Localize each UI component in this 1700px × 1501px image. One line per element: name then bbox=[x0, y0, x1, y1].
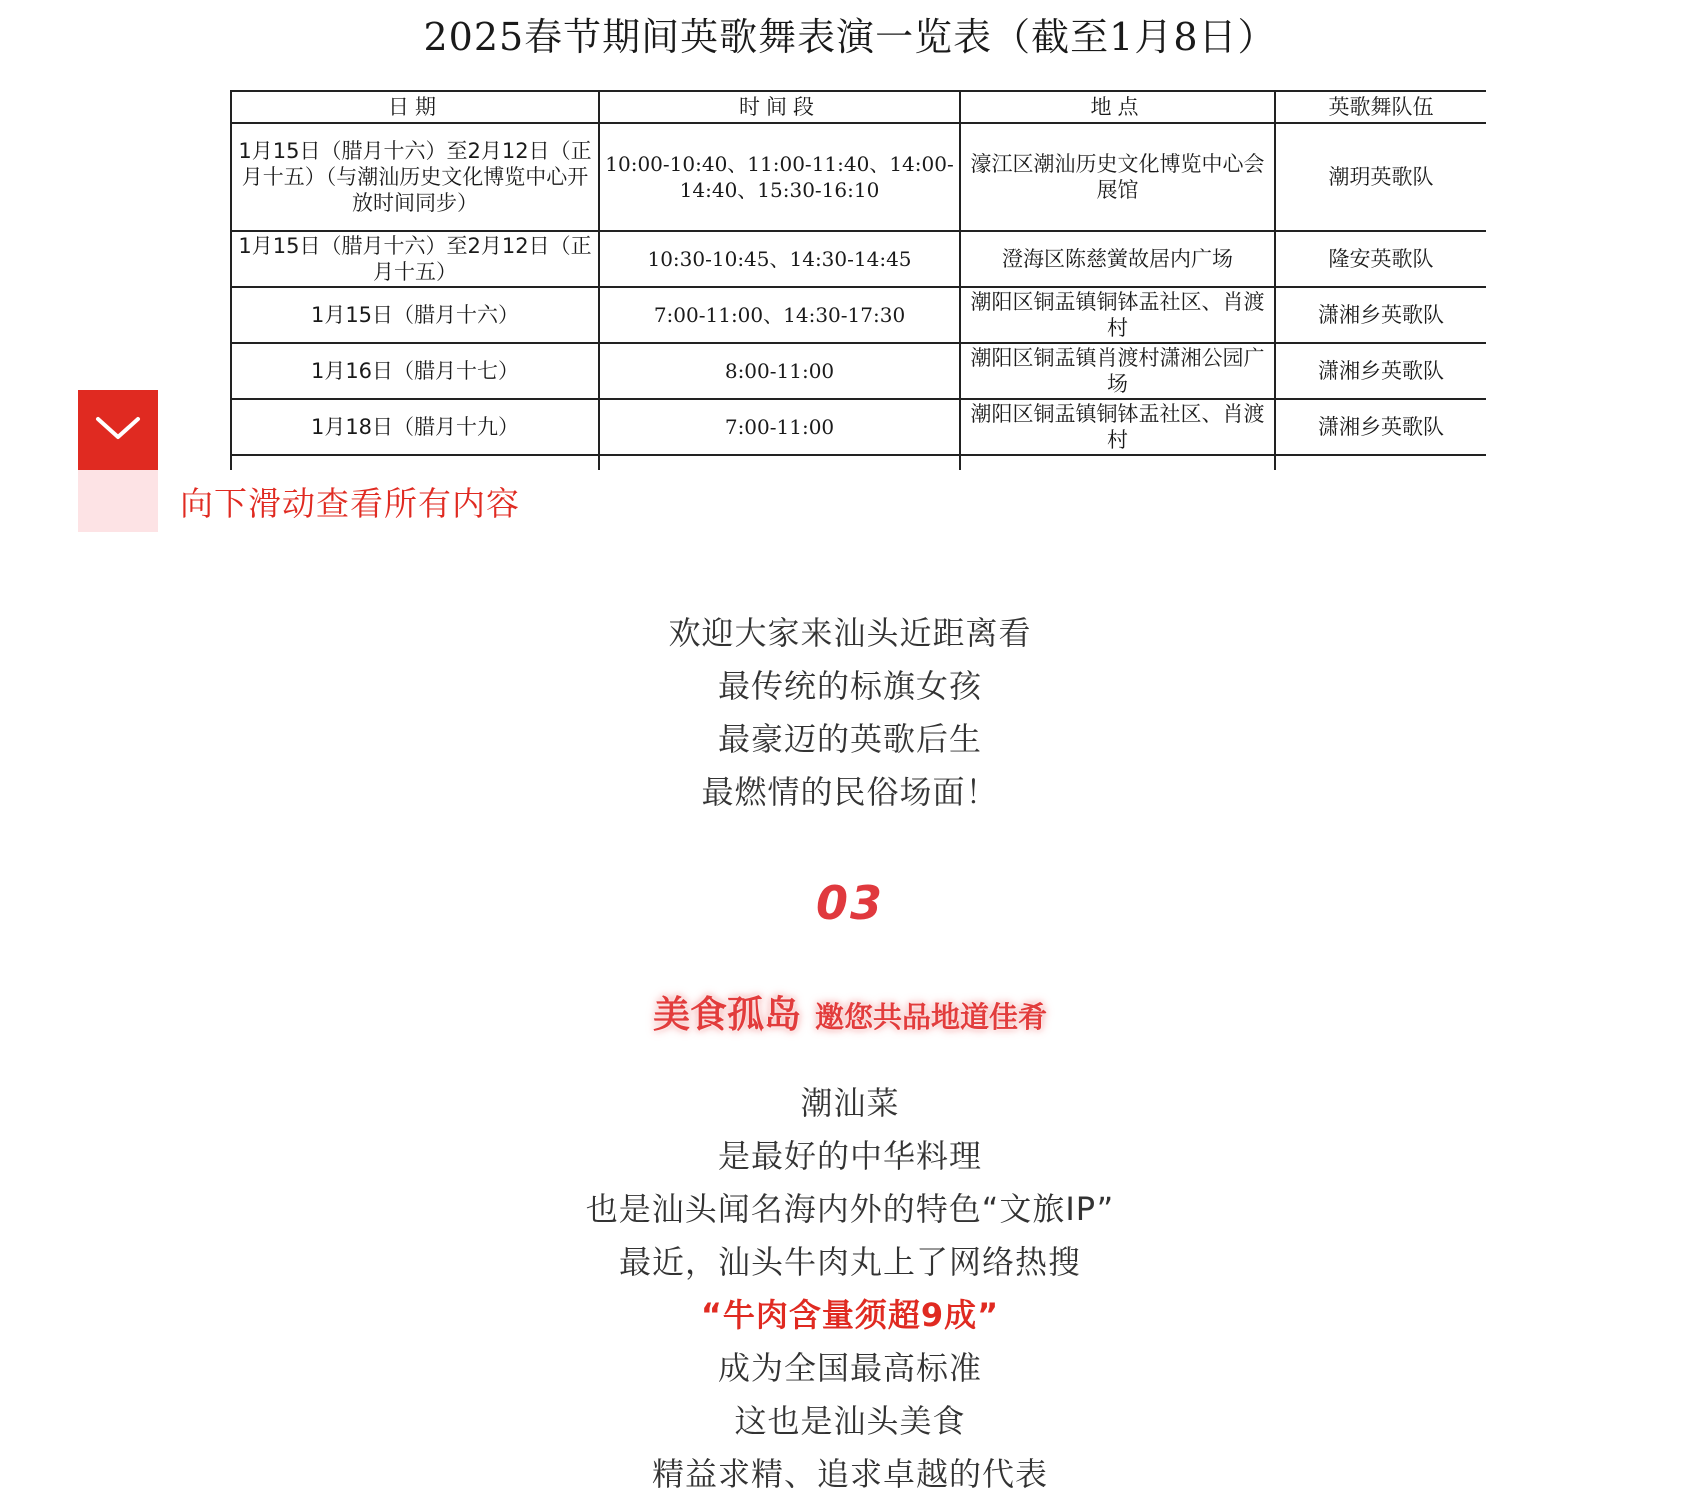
food-line: 成为全国最高标准 bbox=[717, 1349, 982, 1387]
cell-time: 7:00-11:00、14:30-17:30 bbox=[599, 287, 960, 343]
table-row bbox=[231, 231, 1486, 287]
section-title-sub: 邀您共品地道佳肴 bbox=[814, 1000, 1047, 1034]
food-line: 是最好的中华料理 bbox=[717, 1137, 982, 1175]
food-line: 潮汕菜 bbox=[800, 1084, 900, 1122]
cell-date: 1月15日（腊月十六）至2月12日（正月十五） bbox=[231, 231, 599, 287]
cell-time: 7:00-11:00 bbox=[599, 399, 960, 455]
cell-place: 潮阳区铜盂镇肖渡村潇湘公园广场 bbox=[960, 343, 1275, 399]
section-title bbox=[0, 984, 1700, 1038]
scroll-hint-backdrop bbox=[78, 470, 158, 532]
scroll-hint-text: 向下滑动查看所有内容 bbox=[180, 484, 520, 523]
food-line: 也是汕头闻名海内外的特色“文旅IP” bbox=[585, 1190, 1115, 1228]
schedule-title: 2025春节期间英歌舞表演一览表（截至1月8日） bbox=[423, 15, 1277, 59]
table-row-partial bbox=[231, 455, 1486, 470]
cell-team: 隆安英歌队 bbox=[1275, 231, 1486, 287]
table-row bbox=[231, 399, 1486, 455]
cell-date: 1月16日（腊月十七） bbox=[231, 343, 599, 399]
table-row bbox=[231, 343, 1486, 399]
intro-line: 最燃情的民俗场面！ bbox=[701, 773, 999, 811]
cell-time: 8:00-11:00 bbox=[599, 343, 960, 399]
food-line: 最近，汕头牛肉丸上了网络热搜 bbox=[618, 1243, 1081, 1281]
cell-date: 1月15日（腊月十六） bbox=[231, 287, 599, 343]
schedule-table-viewport[interactable] bbox=[230, 90, 1486, 470]
cell-date: 1月18日（腊月十九） bbox=[231, 399, 599, 455]
section-title-main: 美食孤岛 bbox=[652, 993, 801, 1036]
header-time: 时间段 bbox=[599, 91, 960, 123]
cell-team: 潇湘乡英歌队 bbox=[1275, 399, 1486, 455]
cell-place: 澄海区陈慈黉故居内广场 bbox=[960, 231, 1275, 287]
cell-time: 10:00-10:40、11:00-11:40、14:00-14:40、15:30-16:10 bbox=[599, 123, 960, 231]
cell-cut-off bbox=[599, 455, 960, 470]
food-paragraph bbox=[0, 1077, 1700, 1501]
intro-line: 欢迎大家来汕头近距离看 bbox=[668, 614, 1032, 652]
food-highlight-line: “牛肉含量须超9成” bbox=[700, 1296, 1000, 1334]
cell-date: 1月15日（腊月十六）至2月12日（正月十五）（与潮汕历史文化博览中心开放时间同步） bbox=[231, 123, 599, 231]
schedule-table bbox=[230, 90, 1486, 470]
cell-time: 10:30-10:45、14:30-14:45 bbox=[599, 231, 960, 287]
section-number: 03 bbox=[815, 876, 884, 930]
chevron-down-icon bbox=[94, 413, 142, 447]
cell-team: 潇湘乡英歌队 bbox=[1275, 343, 1486, 399]
cell-place: 潮阳区铜盂镇铜钵盂社区、肖渡村 bbox=[960, 399, 1275, 455]
table-row bbox=[231, 123, 1486, 231]
cell-cut-off bbox=[1275, 455, 1486, 470]
intro-line: 最豪迈的英歌后生 bbox=[717, 720, 982, 758]
intro-paragraph bbox=[0, 607, 1700, 819]
scroll-down-button[interactable] bbox=[78, 390, 158, 470]
food-line: 精益求精、追求卓越的代表 bbox=[651, 1455, 1048, 1493]
food-line: 这也是汕头美食 bbox=[734, 1402, 966, 1440]
table-row bbox=[231, 287, 1486, 343]
cell-team: 潇湘乡英歌队 bbox=[1275, 287, 1486, 343]
cell-cut-off bbox=[231, 455, 599, 470]
table-header-row bbox=[231, 91, 1486, 123]
header-date: 日期 bbox=[231, 91, 599, 123]
header-team: 英歌舞队伍 bbox=[1275, 91, 1486, 123]
cell-team: 潮玥英歌队 bbox=[1275, 123, 1486, 231]
header-place: 地点 bbox=[960, 91, 1275, 123]
cell-place: 濠江区潮汕历史文化博览中心会展馆 bbox=[960, 123, 1275, 231]
cell-cut-off bbox=[960, 455, 1275, 470]
intro-line: 最传统的标旗女孩 bbox=[717, 667, 982, 705]
cell-place: 潮阳区铜盂镇铜钵盂社区、肖渡村 bbox=[960, 287, 1275, 343]
